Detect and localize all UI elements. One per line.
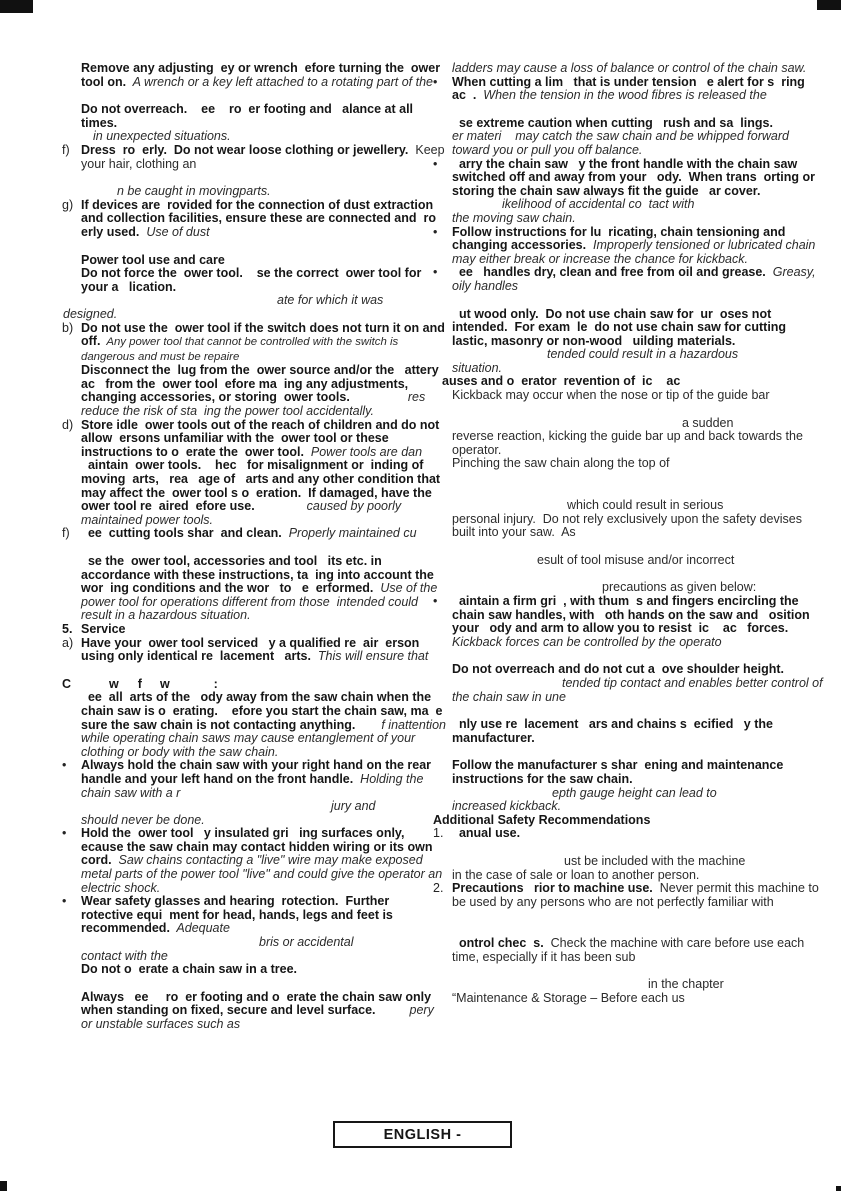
paragraph (433, 226, 826, 267)
text-segment: Dress ro erly. Do not wear loose clothing or jewellery. (81, 142, 409, 157)
text-segment: Kickback forces can be controlled by the operato (452, 621, 796, 649)
text-segment: the moving saw chain. (452, 210, 576, 225)
list-marker: f) (62, 142, 70, 157)
text-segment: ee handles dry, clean and free from oil and grease. (452, 265, 766, 280)
text-segment: pery or unstable surfaces such as (81, 1003, 438, 1031)
list-marker: 2. (433, 881, 444, 896)
list-marker: • (433, 224, 438, 239)
paragraph (62, 759, 446, 800)
text-segment: Check the machine with care before use each time, especially if it has been sub (452, 936, 808, 964)
paragraph (433, 759, 826, 786)
text-segment: ust be included with the machine (564, 853, 746, 868)
text-segment: Do not overreach. ee ro er footing and alance at all times. (81, 102, 417, 130)
paragraph (62, 267, 446, 294)
text-segment: personal injury. Do not rely exclusively upon the safety devises built into your saw. As (452, 511, 806, 540)
paragraph (583, 581, 826, 595)
text-segment: auses and o erator revention of ic ac (442, 374, 681, 389)
list-marker: • (433, 74, 438, 89)
text-segment: nly use re lacement ars and chains s ecified y the manufacturer. (452, 717, 777, 745)
paragraph (62, 950, 446, 964)
paragraph (433, 362, 826, 376)
text-segment: should never be done. (81, 812, 205, 827)
text-segment: Do not overreach and do not cut a ove shoulder height. (452, 662, 784, 677)
paragraph (442, 375, 826, 389)
text-segment: When cutting a lim that is under tension e alert for s ring ac . (452, 74, 816, 103)
text-segment: jury and (331, 799, 376, 814)
paragraph (533, 787, 826, 801)
text-segment: in the case of sale or loan to another person. (452, 867, 700, 882)
corner-mark-top-left (0, 0, 33, 13)
paragraph (62, 555, 446, 623)
text-segment: reverse reaction, kicking the guide bar up and back towards the operator. (452, 429, 807, 457)
paragraph (433, 158, 826, 199)
text-segment: ikelihood of accidental co tact with (502, 197, 695, 212)
list-marker: • (433, 594, 438, 608)
paragraph (62, 690, 450, 759)
text-segment: ee all arts of the ody away from the saw chain when the chain saw is o erating. efore you start the chain saw, ma e sure the saw chain is not contacting anything. (81, 690, 446, 732)
text-segment: f (137, 676, 142, 691)
paragraph (62, 364, 446, 418)
list-marker: g) (62, 197, 74, 212)
paragraph (433, 76, 826, 103)
paragraph (433, 869, 826, 883)
text-segment: increased kickback. (452, 799, 562, 814)
text-segment: Keep your hair, clothing an (81, 142, 449, 171)
text-segment: aintain a firm gri , with thum s and fingers encircling the chain saw handles, with oth hands on the saw and osition your ody and arm to allow you to resist ic ac forces. (452, 594, 814, 636)
text-segment: arry the chain saw y the front handle with the chain saw switched off and away from your ody. When trans orting or storing the chain saw always fit the guide ar cover. (452, 156, 819, 198)
text-segment: Use of dust (139, 224, 210, 239)
text-segment: If devices are rovided for the connection of dust extraction and collection facilities, ensure these are connected and ro erly used. (81, 197, 443, 239)
paragraph (62, 623, 446, 637)
text-segment: tended could result in a hazardous (547, 347, 739, 362)
text-segment: Do not use the ower tool if the switch does not turn it on and off. (81, 320, 449, 349)
text-segment: se extreme caution when cutting rush and sa lings. (452, 115, 773, 130)
paragraph (62, 142, 449, 171)
paragraph (62, 459, 446, 527)
paragraph (433, 718, 826, 745)
list-marker: d) (62, 417, 74, 432)
paragraph (433, 457, 826, 471)
text-segment: Service (81, 621, 126, 636)
text-segment: Never permit this machine to be used by any persons who are not perfectly familiar with (452, 881, 823, 909)
text-segment: Greasy, oily handles (452, 265, 820, 293)
text-segment: ee cutting tools shar and clean. (81, 526, 282, 541)
text-segment: ut wood only. Do not use chain saw for ur oses not intended. For exam le do not use chain saw for cutting lastic, masonry or non-wood uilding materials. (452, 306, 794, 348)
paragraph (433, 595, 826, 649)
text-segment: Disconnect the lug from the ower source and/or the attery ac from the ower tool efore ma ing any adjustments, changing accessories, or storing ower tools. (81, 363, 446, 405)
paragraph (62, 637, 446, 664)
text-segment: Do not force the ower tool. se the correct ower tool for your a lication. (81, 266, 425, 294)
text-segment: w (109, 676, 119, 691)
paragraph (62, 254, 446, 268)
text-segment: Follow instructions for lu ricating, chain tensioning and changing accessories. (452, 224, 789, 253)
paragraph (663, 417, 826, 431)
paragraph (62, 827, 446, 895)
paragraph (483, 198, 826, 212)
list-marker: • (433, 265, 438, 280)
text-segment: Properly maintained cu (281, 526, 417, 541)
text-segment: a sudden (682, 415, 734, 430)
paragraph (62, 320, 449, 365)
paragraph (62, 991, 446, 1032)
paragraph (62, 814, 446, 828)
text-segment: aintain ower tools. hec for misalignment or inding of moving arts, rea age of arts and any other condition that may affect the ower tool s o eration. If damaged, have the ower tool re aired efore use. (81, 458, 444, 514)
text-segment: Power tool use and care (81, 252, 225, 267)
text-segment: bris or accidental (259, 935, 354, 950)
text-segment: Additional Safety Recommendations (433, 812, 651, 827)
paragraph (433, 117, 826, 158)
text-segment: ontrol chec s. (452, 936, 544, 951)
paragraph (98, 185, 446, 199)
text-segment: A wrench or a key left attached to a rotating part of the (126, 74, 434, 89)
paragraph (62, 678, 446, 692)
paragraph (433, 827, 826, 841)
corner-mark-bottom-right (836, 1186, 841, 1191)
text-segment: esult of tool misuse and/or incorrect (537, 552, 735, 567)
text-segment: res reduce the risk of sta ing the power tool accidentally. (81, 390, 429, 419)
text-segment: se the ower tool, accessories and tool its etc. in accordance with these instructions, ta ing into account the wor ing conditions and the wor to e erformed. (81, 554, 438, 596)
text-segment: Have your ower tool serviced y a qualified re air erson using only identical re lacement arts. (81, 635, 423, 664)
corner-mark-top-right (817, 0, 841, 10)
text-segment: ladders may cause a loss of balance or control of the chain saw. (452, 61, 807, 75)
paragraph (240, 936, 446, 950)
text-segment: Store idle ower tools out of the reach of children and do not allow ersons unfamiliar with the ower tool or these instructions to o erate the ower tool. (81, 417, 443, 459)
paragraph (433, 62, 826, 76)
paragraph (62, 103, 446, 130)
paragraph (433, 308, 826, 349)
paragraph (62, 419, 446, 460)
paragraph (312, 800, 446, 814)
paragraph (433, 882, 826, 909)
text-segment: C (62, 676, 72, 691)
text-segment: which could result in serious (567, 498, 724, 513)
text-segment: er materi may catch the saw chain and be whipped forward toward you or pull you off balance. (452, 129, 793, 157)
list-marker: a) (62, 635, 74, 650)
text-segment: Always hold the chain saw with your right hand on the rear handle and your left hand on the front handle. (81, 758, 435, 786)
paragraph (258, 294, 446, 308)
text-segment: Hold the ower tool y insulated gri ing surfaces only, ecause the saw chain may contact hidden wiring or its own cord. (81, 826, 436, 868)
footer-language-box (333, 1121, 512, 1148)
paragraph (44, 308, 446, 322)
text-segment: Kickback may occur when the nose or tip of the guide bar (452, 388, 770, 403)
paragraph (545, 855, 826, 869)
paragraph (433, 992, 826, 1006)
list-marker: b) (62, 320, 74, 335)
text-segment: When the tension in the wood fibres is released the (476, 88, 767, 103)
text-segment: Wear safety glasses and hearing rotection. Further rotective equi ment for head, hands, legs and feet is recommended. (81, 894, 397, 936)
list-marker: 5. (62, 621, 73, 636)
text-segment: Precautions rior to machine use. (452, 881, 653, 896)
paragraph (62, 895, 446, 936)
paragraph (62, 963, 446, 977)
text-segment: This will ensure that (310, 649, 429, 664)
paragraph (62, 62, 446, 89)
text-segment: Power tools are dan (303, 444, 423, 459)
corner-mark-bottom-left (0, 1181, 7, 1191)
paragraph (62, 527, 446, 541)
paragraph (433, 800, 826, 814)
text-segment: anual use. (452, 826, 521, 841)
text-segment: Follow the manufacturer s shar ening and maintenance instructions for the saw chain. (452, 758, 787, 786)
text-segment: Remove any adjusting ey or wrench efore turning the ower tool on. (81, 61, 444, 89)
text-segment: epth gauge height can lead to (552, 785, 717, 800)
text-segment: Holding the chain saw with a r (81, 771, 427, 800)
text-segment: f inattention while operating chain saws may cause entanglement of your clothing or body with the saw chain. (81, 717, 450, 759)
text-segment: Saw chains contacting a "live" wire may make exposed metal parts of the power tool "live" and could give the operator an electric shock. (81, 853, 446, 895)
text-segment: situation. (452, 360, 503, 375)
text-segment: in unexpected situations. (93, 129, 231, 144)
paragraph (433, 266, 826, 293)
text-segment: Adequate (169, 921, 230, 936)
list-marker: f) (62, 526, 70, 541)
text-segment: designed. (63, 306, 118, 321)
paragraph (433, 389, 826, 403)
text-segment: precautions as given below: (602, 580, 757, 595)
text-segment: w (159, 676, 170, 691)
text-segment: “Maintenance & Storage – Before each us (452, 991, 685, 1006)
text-segment: n be caught in movingparts. (117, 184, 271, 199)
text-segment: Any power tool that cannot be controlled with the switch is dangerous and must be repaire (81, 336, 402, 363)
paragraph (528, 348, 826, 362)
paragraph (433, 513, 826, 540)
text-segment: Improperly tensioned or lubricated chain may either break or increase the chance for kickback. (452, 238, 819, 266)
paragraph (433, 937, 826, 964)
text-segment: : (213, 676, 218, 691)
text-segment: contact with the (81, 948, 168, 963)
text-segment: Pinching the saw chain along the top of (452, 456, 670, 471)
list-marker: • (433, 156, 438, 171)
column-right (433, 62, 826, 1006)
text-segment: tended tip contact and enables better control of the chain saw in une (452, 675, 827, 704)
list-marker: • (62, 758, 67, 773)
paragraph (433, 814, 826, 828)
paragraph (62, 199, 446, 240)
paragraph (433, 430, 826, 457)
paragraph (518, 554, 826, 568)
text-segment: Always ee ro er footing and o erate the chain saw only when standing on fixed, secure and level surface. (81, 989, 435, 1018)
footer-language-label: ENGLISH - (383, 1126, 462, 1143)
paragraph (74, 130, 446, 144)
list-marker: • (62, 826, 67, 841)
column-left (62, 61, 450, 1032)
text-segment: Use of the power tool for operations different from those intended could result in a hazardous situation. (81, 581, 441, 623)
paragraph (548, 499, 826, 513)
list-marker: • (62, 894, 67, 909)
text-segment: in the chapter (648, 977, 724, 992)
text-segment: ate for which it was (277, 293, 384, 308)
text-segment: Do not o erate a chain saw in a tree. (81, 962, 298, 977)
paragraph (629, 978, 826, 992)
paragraph (433, 663, 826, 704)
list-marker: 1. (433, 826, 444, 841)
paragraph (433, 212, 826, 226)
text-segment: caused by poorly maintained power tools. (81, 499, 405, 527)
